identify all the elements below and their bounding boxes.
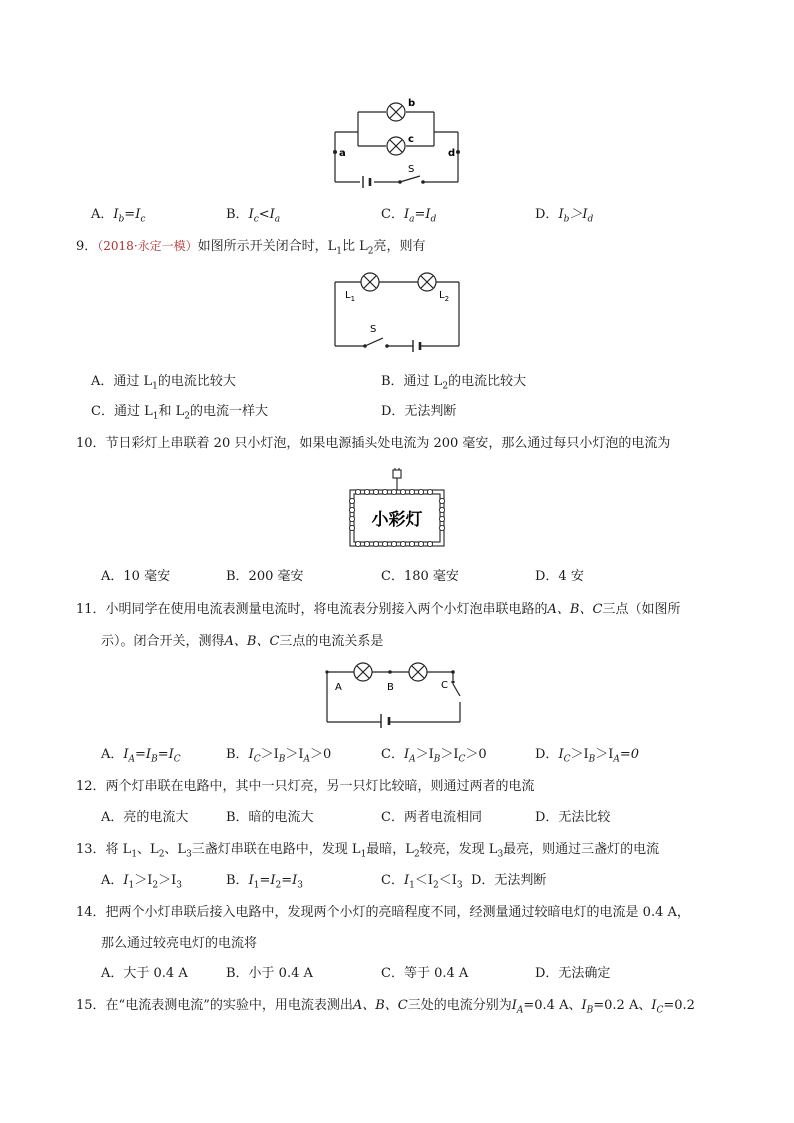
q12-option-a[interactable]: A．亮的电流大 (101, 810, 189, 825)
light-bulb-dot (349, 516, 354, 521)
light-bulb-dot (355, 541, 360, 546)
q14-stem-line1: 14．把两个小灯串联后接入电路中，发现两个小灯的亮暗程度不同，经测量通过较暗电灯的电流是 0.4 A， (76, 905, 690, 920)
light-bulb-dot (400, 489, 405, 494)
q14-option-a[interactable]: A．大于 0.4 A (101, 966, 188, 981)
q10-stem: 10．节日彩灯上串联着 20 只小灯泡，如果电源插头处电流为 200 毫安，那么通过每只小灯泡的电流为 (76, 436, 671, 451)
light-bulb-dot (439, 516, 444, 521)
q12-option-c[interactable]: C．两者电流相同 (381, 810, 482, 825)
q8-option-c[interactable]: C．$I_a=I_d$ (381, 207, 437, 225)
light-bulb-dot (364, 489, 369, 494)
q12-option-d[interactable]: D．无法比较 (535, 810, 611, 825)
light-bulb-dot (349, 507, 354, 512)
q13-option-c[interactable]: C．$I_1<I_2<I_3$ (381, 873, 463, 891)
light-bulb-dot (409, 541, 414, 546)
fig8-label-c: c (408, 134, 414, 145)
light-bulb-dot (382, 541, 387, 546)
q9-option-c[interactable]: C．通过 $L_1$和 $L_2$的电流一样大 (91, 404, 268, 422)
light-bulb-dot (418, 541, 423, 546)
q13-option-b[interactable]: B．$I_1=I_2=I_3$ (226, 873, 303, 891)
q9-option-b[interactable]: B．通过 $L_2$的电流比较大 (381, 374, 527, 392)
q11-stem-line1: 11．小明同学在使用电流表测量电流时，将电流表分别接入两个小灯泡串联电路的A、B、C三点（如图所 (76, 602, 681, 617)
fig10-label: 小彩灯 (371, 510, 423, 530)
light-bulb-dot (391, 489, 396, 494)
light-bulb-dot (409, 489, 414, 494)
light-bulb-dot (382, 489, 387, 494)
q12-stem: 12．两个灯串联在电路中，其中一只灯亮，另一只灯比较暗，则通过两者的电流 (76, 779, 535, 794)
q9-option-a[interactable]: A．通过 $L_1$的电流比较大 (91, 374, 236, 392)
fig8-label-b: b (408, 98, 416, 109)
fig8-label-d: d (448, 148, 456, 159)
q13-stem: 13．将 $L_1$、$L_2$、$L_3$三盏灯串联在电路中，发现 $L_1$最暗，$L_2$较亮，发现 $L_3$最亮，则通过三盏灯的电流 (76, 842, 660, 860)
fig9-label-s: S (370, 324, 377, 335)
q8-option-d[interactable]: D．$I_b>I_d$ (535, 207, 594, 225)
fig9-label-l2: $L_2$ (439, 290, 450, 303)
q8-option-b[interactable]: B．$I_c<I_a$ (226, 207, 281, 225)
q10-string-lights-figure (344, 468, 450, 552)
light-bulb-dot (427, 541, 432, 546)
light-bulb-dot (439, 507, 444, 512)
light-bulb-dot (427, 489, 432, 494)
light-bulb-dot (439, 525, 444, 530)
q10-option-b[interactable]: B．200 毫安 (226, 569, 304, 584)
q11-option-b[interactable]: B．$I_C>I_B>I_A>0$ (226, 747, 332, 765)
fig11-label-a: A (335, 682, 342, 693)
q11-option-a[interactable]: A．$I_A=I_B=I_C$ (101, 747, 181, 765)
q10-option-c[interactable]: C．180 毫安 (381, 569, 459, 584)
q13-option-d[interactable]: D．无法判断 (471, 873, 547, 888)
q12-option-b[interactable]: B．暗的电流大 (226, 810, 314, 825)
fig11-label-b: B (387, 682, 394, 693)
q13-option-a[interactable]: A．$I_1>I_2>I_3$ (101, 873, 183, 891)
q9-stem: 9．（2018·永定一模）如图所示开关闭合时，$L_1$比 $L_2$亮，则有 (76, 239, 426, 257)
light-bulb-dot (439, 498, 444, 503)
light-bulb-dot (418, 489, 423, 494)
light-bulb-dot (373, 489, 378, 494)
fig11-label-c: C (441, 680, 448, 691)
q11-stem-line2: 示）。闭合开关，测得A、B、C三点的电流关系是 (101, 634, 384, 649)
q11-circuit-diagram (323, 656, 468, 726)
light-bulb-dot (349, 525, 354, 530)
q14-option-b[interactable]: B．小于 0.4 A (226, 966, 313, 981)
fig8-label-a: a (339, 148, 346, 159)
q10-option-a[interactable]: A．10 毫安 (101, 569, 171, 584)
light-bulb-dot (355, 489, 360, 494)
q11-option-c[interactable]: C．$I_A>I_B>I_C>0$ (381, 747, 487, 765)
q14-option-d[interactable]: D．无法确定 (535, 966, 611, 981)
fig9-label-l1: $L_1$ (345, 290, 356, 303)
light-bulb-dot (349, 498, 354, 503)
q10-option-d[interactable]: D．4 安 (535, 569, 584, 584)
q15-stem: 15．在“电流表测电流”的实验中，用电流表测出A、B、C三处的电流分别为$I_A=0.4$ A、$I_B=0.2$ A、$I_C=0.2$ (76, 998, 695, 1016)
q14-option-c[interactable]: C．等于 0.4 A (381, 966, 469, 981)
q9-option-d[interactable]: D．无法判断 (381, 404, 457, 419)
q9-circuit-diagram (333, 268, 463, 352)
q11-option-d[interactable]: D．$I_C>I_B>I_A=0$ (535, 747, 640, 765)
light-bulb-dot (373, 541, 378, 546)
light-bulb-dot (391, 541, 396, 546)
light-bulb-dot (364, 541, 369, 546)
light-bulb-dot (400, 541, 405, 546)
q8-option-a[interactable]: A．$I_b=I_c$ (91, 207, 146, 225)
q8-circuit-diagram (330, 98, 470, 188)
fig8-label-s: S (408, 164, 415, 175)
q14-stem-line2: 那么通过较亮电灯的电流将 (101, 936, 258, 951)
